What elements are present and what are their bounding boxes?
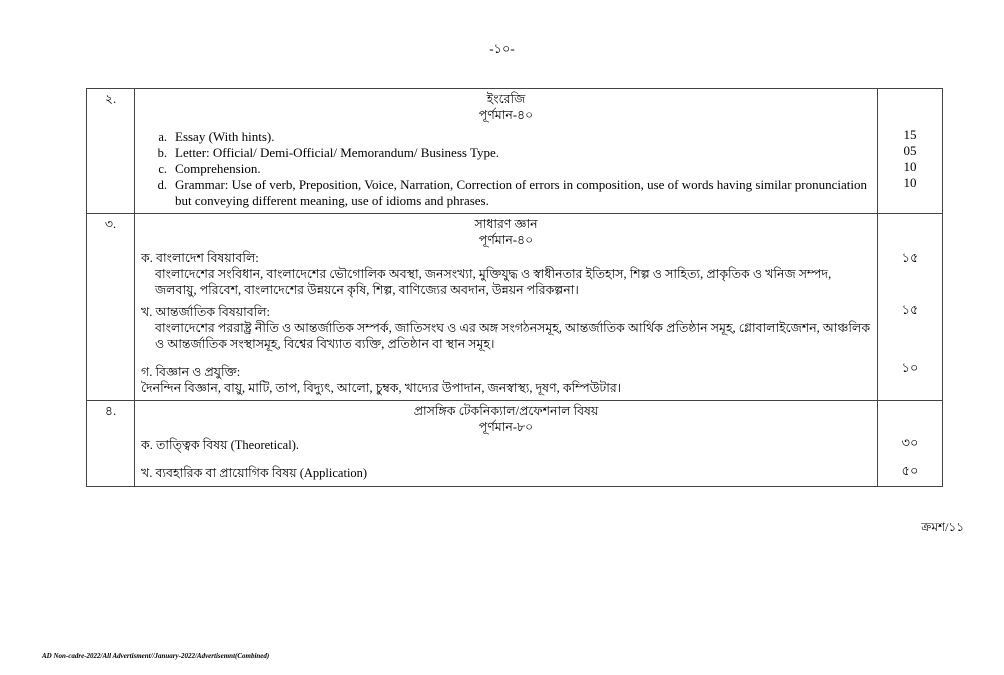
section-text: বাংলাদেশের পররাষ্ট্র নীতি ও আন্তর্জাতিক সম্পর্ক, জাতিসংঘ ও এর অঙ্গ সংগঠনসমূহ, আন্তর্জাতিক আর্থিক প্রতিষ্ঠান সমূহ, গ্লোবালাইজেশন, আঞ্চলিক ও আন্তর্জাতিক সংস্থাসমূহ, বিশ্বের বিখ্যাত ব্যক্তি, প্রতিষ্ঠান বা স্থান সমূহ। xyxy=(155,321,871,351)
marks-value: 10 xyxy=(903,175,917,190)
item-letter: b. xyxy=(157,146,167,160)
marks-value: ৩০ xyxy=(901,435,919,450)
item-letter: c. xyxy=(158,162,167,176)
serial-technical: ৪. xyxy=(87,401,135,487)
item-letter: a. xyxy=(158,130,167,144)
technical-item-theoretical: ক. তাত্ত্বিক বিষয় (Theoretical). xyxy=(141,438,299,452)
gk-section-science xyxy=(141,364,871,396)
item-text: Essay (With hints). xyxy=(175,129,275,144)
marks-general-knowledge xyxy=(878,214,943,401)
gk-section-international xyxy=(141,304,871,352)
marks-technical xyxy=(878,401,943,487)
section-heading: খ. আন্তর্জাতিক বিষয়াবলি: xyxy=(141,305,271,319)
subject-title-english: ইংরেজি xyxy=(486,92,526,106)
gk-section-bangladesh xyxy=(141,250,871,298)
list-item xyxy=(141,177,871,209)
section-heading: গ. বিজ্ঞান ও প্রযুক্তি: xyxy=(141,365,241,379)
marks-value: 10 xyxy=(903,159,917,174)
table-row-technical xyxy=(87,401,943,487)
marks-english xyxy=(878,89,943,214)
content-english xyxy=(135,89,878,214)
marks-value: ১৫ xyxy=(901,302,919,317)
english-items-list xyxy=(141,129,871,209)
serial-general-knowledge: ৩. xyxy=(87,214,135,401)
footer-reference: AD Non-cadre-2022/All Advertisment//January-2022/Advertisemnt(Combined) xyxy=(42,652,270,660)
list-item xyxy=(141,145,871,161)
marks-value: ৫০ xyxy=(901,463,919,478)
full-marks-english: পূর্ণমান-৪০ xyxy=(478,108,534,122)
continuation-note: ক্রমশ/১১ xyxy=(921,520,964,534)
technical-item-application: খ. ব্যবহারিক বা প্রায়োগিক বিষয় (Application) xyxy=(141,466,368,480)
content-general-knowledge xyxy=(135,214,878,401)
section-heading: ক. বাংলাদেশ বিষয়াবলি: xyxy=(141,251,259,265)
full-marks-general-knowledge: পূর্ণমান-৪০ xyxy=(478,233,534,247)
item-text: Grammar: Use of verb, Preposition, Voice, Narration, Correction of errors in composition, use of words having similar pronunciation but conveying different meaning, use of idioms and phrases. xyxy=(175,177,867,208)
content-technical xyxy=(135,401,878,487)
section-text: বাংলাদেশের সংবিধান, বাংলাদেশের ভৌগোলিক অবস্থা, জনসংখ্যা, মুক্তিযুদ্ধ ও স্বাধীনতার ইতিহাস, শিল্প ও সাহিত্য, প্রাকৃতিক ও খনিজ সম্পদ, জলবায়ু, পরিবেশ, বাংলাদেশের উন্নয়নে কৃষি, শিল্প, বাণিজ্যের অবদান, উন্নয়ন পরিকল্পনা। xyxy=(155,267,832,297)
marks-value: 05 xyxy=(903,143,917,158)
marks-value: 15 xyxy=(903,127,917,142)
marks-value: ১৫ xyxy=(901,250,919,265)
list-item xyxy=(141,129,871,145)
subject-title-technical: প্রাসঙ্গিক টেকনিক্যাল/প্রফেশনাল বিষয় xyxy=(413,404,599,418)
list-item xyxy=(141,161,871,177)
serial-english: ২. xyxy=(87,89,135,214)
marks-value: ১০ xyxy=(901,360,919,375)
syllabus-table xyxy=(86,88,943,487)
full-marks-technical: পূর্ণমান-৮০ xyxy=(478,420,534,434)
section-text: দৈনন্দিন বিজ্ঞান, বায়ু, মাটি, তাপ, বিদ্যুৎ, আলো, চুম্বক, খাদ্যের উপাদান, জনস্বাস্থ্য, দূষণ, কম্পিউটার। xyxy=(141,381,622,395)
table-row-general-knowledge xyxy=(87,214,943,401)
item-letter: d. xyxy=(157,178,167,192)
subject-title-general-knowledge: সাধারণ জ্ঞান xyxy=(474,217,538,231)
item-text: Comprehension. xyxy=(175,161,261,176)
table-row-english xyxy=(87,89,943,214)
page-number: -১০- xyxy=(489,41,515,56)
item-text: Letter: Official/ Demi-Official/ Memorandum/ Business Type. xyxy=(175,145,500,160)
